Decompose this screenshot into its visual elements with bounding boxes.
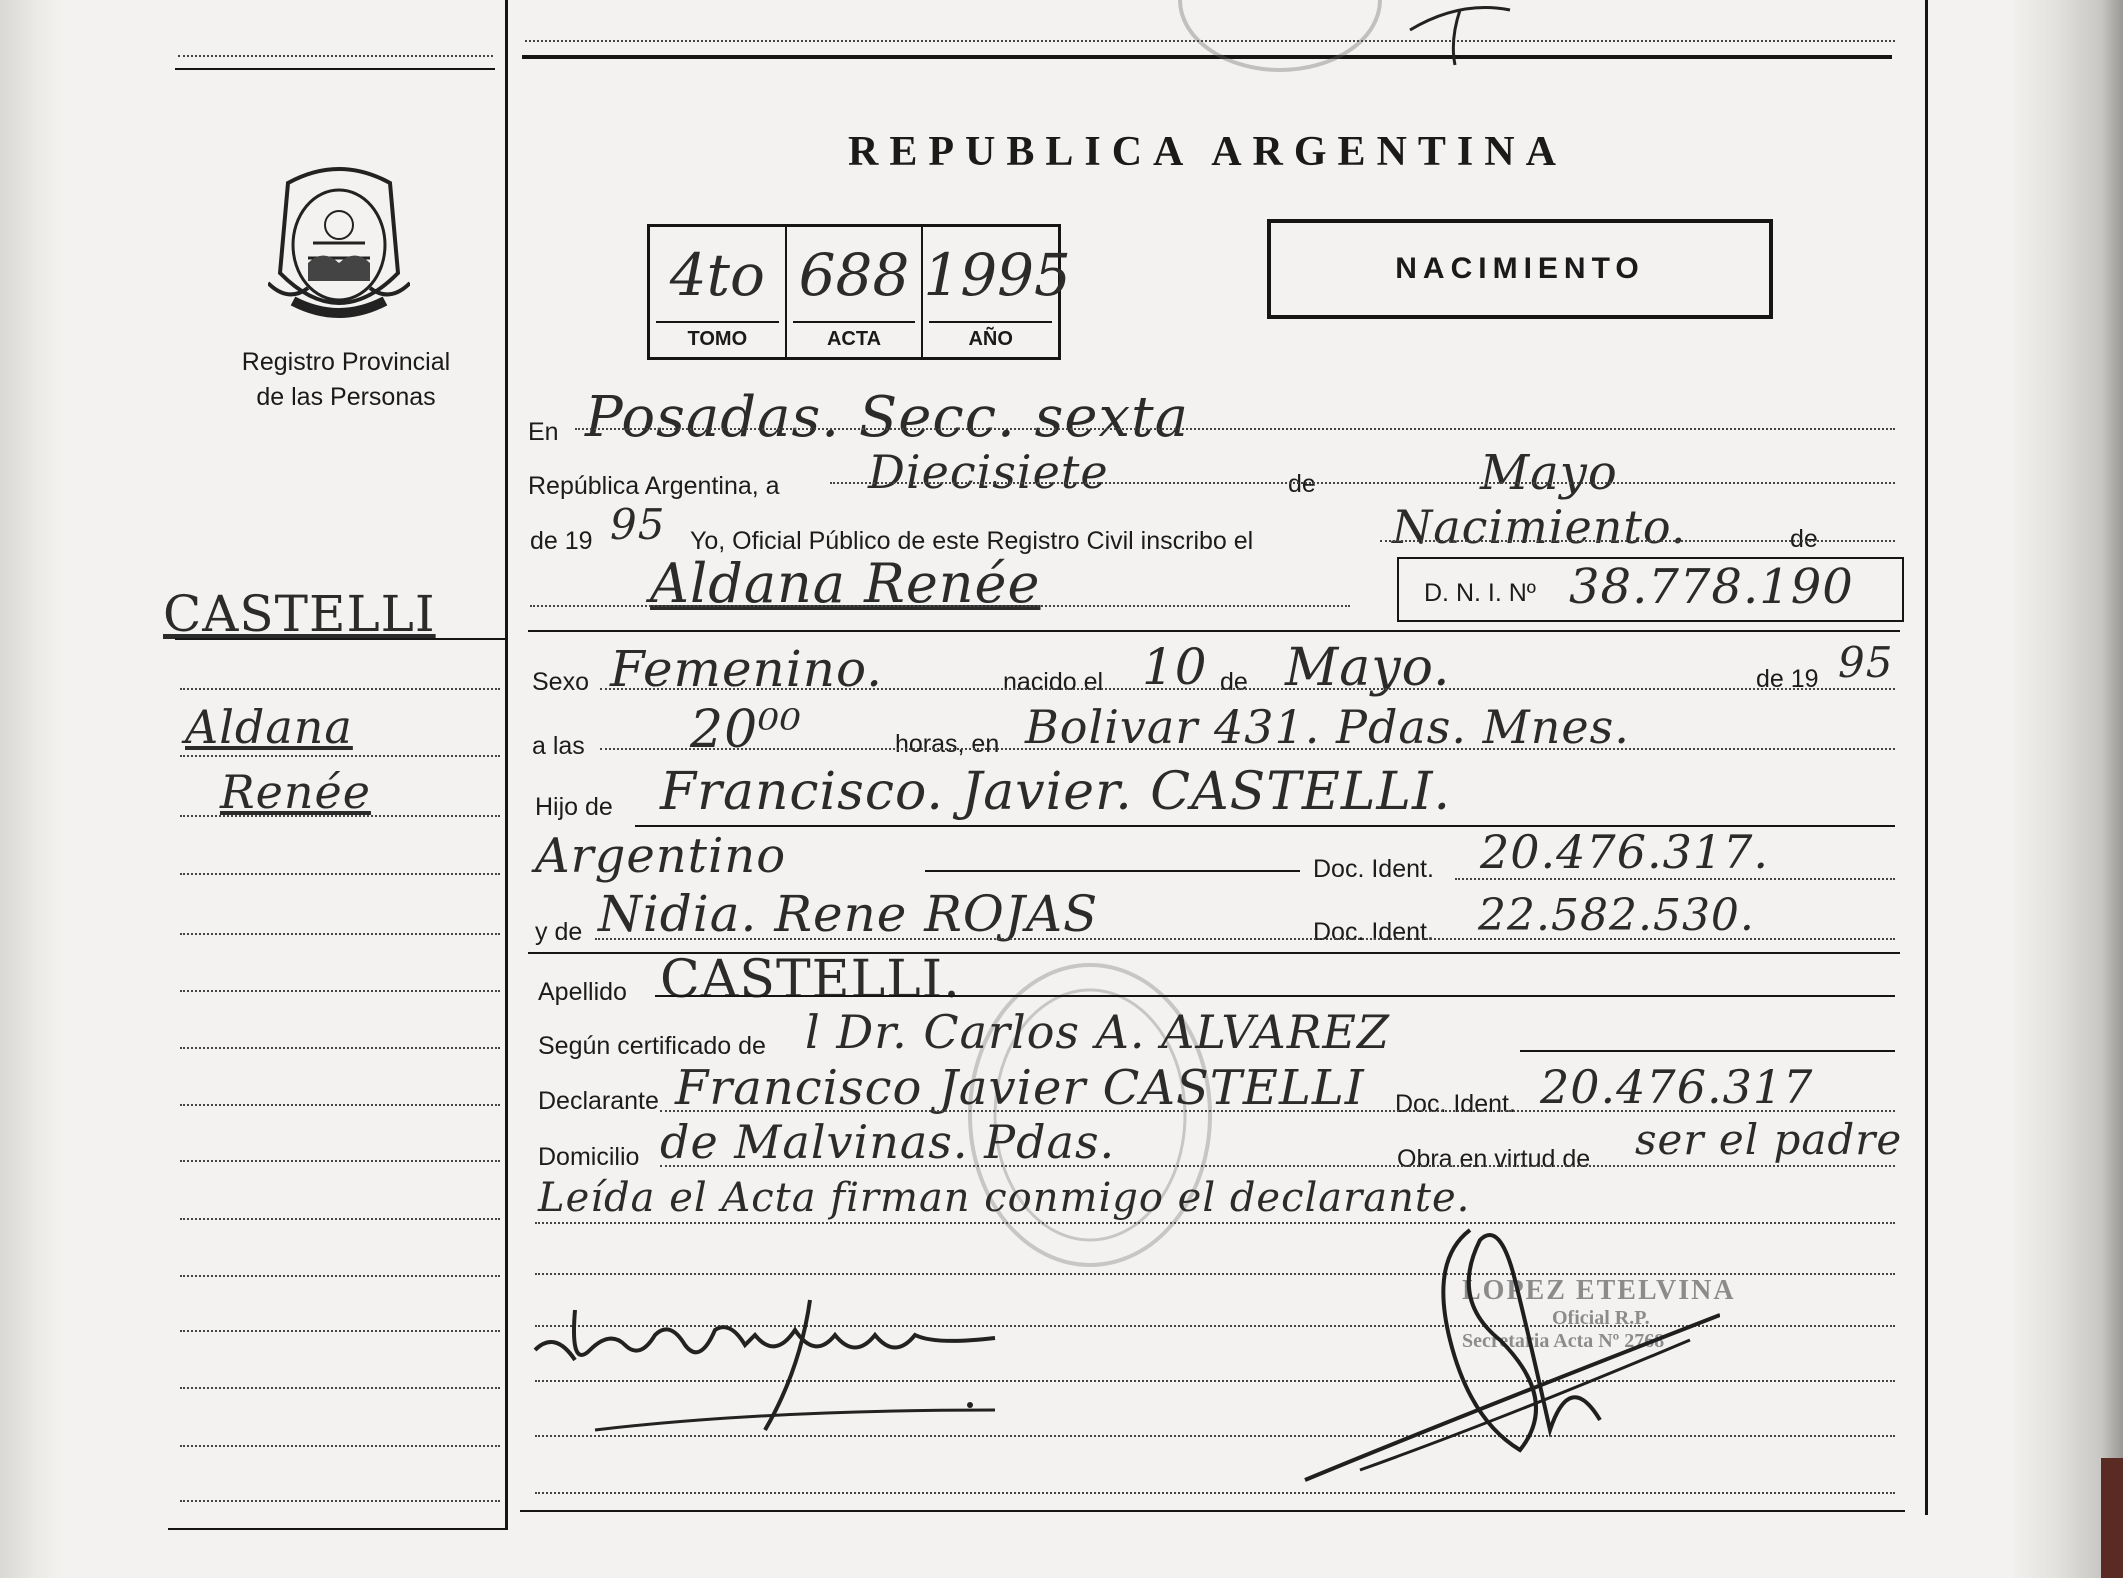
place-line xyxy=(575,428,1895,430)
obra-label: Obra en virtud de xyxy=(1397,1145,1591,1173)
registry-name-line2: de las Personas xyxy=(256,383,436,411)
acta-label: ACTA xyxy=(793,321,916,351)
declarante-doc-label: Doc. Ident. xyxy=(1395,1090,1516,1118)
father-nationality-field: Argentino xyxy=(535,828,787,884)
sexo-field: Femenino. xyxy=(610,640,884,698)
row5-line xyxy=(600,688,1895,690)
birth-year-field: 95 xyxy=(1838,638,1894,687)
section-rule-1 xyxy=(528,630,1900,632)
tomo-label: TOMO xyxy=(656,321,779,351)
official-stamp-office: Secretaria Acta Nº 2768 xyxy=(1462,1330,1665,1352)
act-type-field: Nacimiento. xyxy=(1392,500,1687,554)
birth-month-field: Mayo. xyxy=(1285,638,1451,698)
domicilio-field: de Malvinas. Pdas. xyxy=(660,1115,1116,1169)
apellido-label: Apellido xyxy=(538,978,627,1006)
mother-doc-field: 22.582.530. xyxy=(1478,890,1755,941)
declarante-label: Declarante xyxy=(538,1087,659,1115)
domicilio-line xyxy=(660,1165,1895,1167)
declarant-signature-icon xyxy=(515,1290,1035,1550)
de-label-1: de xyxy=(1288,470,1316,498)
declarante-field: Francisco Javier CASTELLI xyxy=(675,1060,1365,1116)
father-name-field: Francisco. Javier. CASTELLI. xyxy=(660,762,1452,822)
acta-cell xyxy=(787,227,924,357)
tomo-value: 4to xyxy=(669,241,765,309)
margin-given-name-1: Aldana xyxy=(185,700,353,754)
child-name-field: Aldana Renée xyxy=(650,552,1041,615)
de-label-3: de xyxy=(1220,668,1248,696)
dni-label: D. N. I. Nº xyxy=(1424,579,1536,607)
misiones-coat-of-arms-icon xyxy=(268,163,410,323)
row3-line xyxy=(1380,540,1895,542)
mother-line xyxy=(595,938,1895,940)
day-field: Diecisiete xyxy=(868,445,1109,499)
anio-cell xyxy=(923,227,1071,357)
margin-surname: CASTELLI xyxy=(163,585,436,643)
official-stamp-name: LOPEZ ETELVINA xyxy=(1462,1275,1736,1306)
hijo-label: Hijo de xyxy=(535,793,613,821)
document-title: REPUBLICA ARGENTINA xyxy=(848,129,1567,175)
declarante-line xyxy=(660,1110,1895,1112)
de-label-2: de xyxy=(1790,525,1818,553)
horas-label: horas, en xyxy=(895,730,1000,758)
anio-label: AÑO xyxy=(929,321,1052,351)
father-doc-label: Doc. Ident. xyxy=(1313,855,1434,883)
obra-field: ser el padre xyxy=(1635,1115,1903,1164)
child-name-line xyxy=(530,605,1350,607)
official-signature-icon xyxy=(1300,1220,1720,1490)
year-registration-field: 95 xyxy=(610,500,666,549)
doctor-line xyxy=(1520,1050,1895,1052)
top-signature-fragment-icon xyxy=(1400,0,1520,70)
row2-line xyxy=(830,482,1895,484)
row6-line xyxy=(600,748,1895,750)
sexo-label: Sexo xyxy=(532,668,589,696)
mother-doc-label: Doc. Ident. xyxy=(1313,918,1434,946)
anio-value: 1995 xyxy=(923,241,1071,309)
dni-field: 38.778.190 xyxy=(1569,559,1854,615)
doctor-field: l Dr. Carlos A. ALVAREZ xyxy=(805,1005,1390,1059)
column-divider-left xyxy=(505,0,508,1530)
declarante-doc-field: 20.476.317 xyxy=(1540,1060,1814,1114)
official-stamp-title: Oficial R.P. xyxy=(1552,1307,1650,1329)
y-de-label: y de xyxy=(535,918,583,946)
page-edge xyxy=(0,0,62,1578)
father-doc-field: 20.476.317. xyxy=(1480,825,1769,879)
segun-label: Según certificado de xyxy=(538,1032,766,1060)
year-prefix-label: de 19 xyxy=(530,527,593,555)
book-binding-edge xyxy=(2013,0,2123,1578)
birth-day-field: 10 xyxy=(1142,638,1208,696)
domicilio-label: Domicilio xyxy=(538,1143,640,1171)
tomo-cell xyxy=(650,227,787,357)
mother-name-field: Nidia. Rene ROJAS xyxy=(598,885,1099,943)
closing-statement: Leída el Acta firman conmigo el declarante. xyxy=(538,1175,1471,1221)
father-doc-line xyxy=(1455,878,1895,880)
a-las-label: a las xyxy=(532,732,585,760)
top-dotted-rule-left xyxy=(178,55,493,57)
statement-text: Yo, Oficial Público de este Registro Civil inscribo el xyxy=(690,527,1254,555)
registry-name-line1: Registro Provincial xyxy=(241,348,451,376)
registry-name xyxy=(175,345,517,415)
hour-field: 20⁰⁰ xyxy=(690,700,802,760)
month-registration-field: Mayo xyxy=(1480,445,1618,501)
de19-label: de 19 xyxy=(1756,665,1819,693)
en-label: En xyxy=(528,418,559,446)
top-seal-icon xyxy=(1170,0,1390,80)
acta-value: 688 xyxy=(798,241,910,309)
republica-label: República Argentina, a xyxy=(528,472,780,500)
apellido-field: CASTELLI. xyxy=(660,950,961,1010)
dni-box xyxy=(1397,557,1904,622)
nacido-label: nacido el xyxy=(1003,668,1104,696)
nationality-line xyxy=(925,870,1300,872)
place-field: Posadas. Secc. sexta xyxy=(585,385,1190,450)
margin-given-name-2: Renée xyxy=(220,765,371,819)
document-type-box: NACIMIENTO xyxy=(1267,219,1773,319)
top-rule-left xyxy=(175,68,495,70)
column-divider-right xyxy=(1925,0,1928,1515)
birth-place-field: Bolivar 431. Pdas. Mnes. xyxy=(1025,700,1630,754)
record-id-box xyxy=(647,224,1071,360)
apellido-line xyxy=(655,995,1895,997)
